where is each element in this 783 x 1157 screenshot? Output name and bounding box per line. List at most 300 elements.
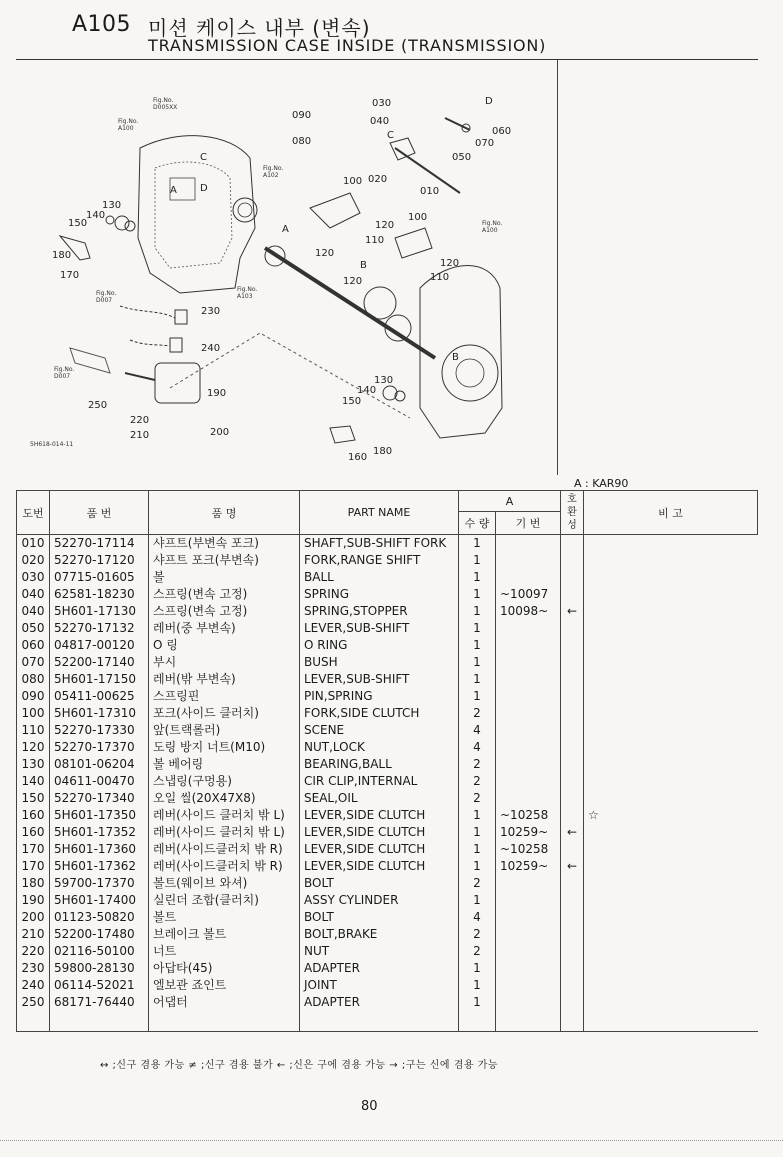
- compatibility-mark: [561, 892, 584, 909]
- part-name-ko: 실린더 조합(클러치): [149, 892, 300, 909]
- svg-text:150: 150: [342, 396, 362, 407]
- figure-divider: [557, 60, 558, 475]
- part-number: 04611-00470: [50, 773, 149, 790]
- serial-range: [496, 892, 561, 909]
- compatibility-mark: [561, 756, 584, 773]
- part-no-ref: 050: [17, 620, 50, 637]
- remarks: [584, 671, 758, 688]
- compatibility-mark: [561, 977, 584, 994]
- part-name-en: SPRING,STOPPER: [300, 603, 459, 620]
- compatibility-mark: [561, 654, 584, 671]
- part-no-ref: 130: [17, 756, 50, 773]
- quantity: 1: [459, 892, 496, 909]
- remarks: [584, 756, 758, 773]
- table-row: [17, 892, 758, 909]
- header-name-en: PART NAME: [300, 491, 459, 535]
- svg-text:090: 090: [292, 110, 312, 121]
- svg-text:C: C: [387, 130, 394, 141]
- part-name-en: SCENE: [300, 722, 459, 739]
- part-number: 62581-18230: [50, 586, 149, 603]
- bottom-edge: [0, 1140, 783, 1141]
- remarks: [584, 892, 758, 909]
- svg-text:A100: A100: [118, 125, 134, 132]
- serial-range: [496, 739, 561, 756]
- quantity: 2: [459, 773, 496, 790]
- part-no-ref: 010: [17, 535, 50, 553]
- remarks: [584, 790, 758, 807]
- table-row: [17, 722, 758, 739]
- table-row: [17, 824, 758, 841]
- part-name-en: BUSH: [300, 654, 459, 671]
- svg-text:080: 080: [292, 136, 312, 147]
- serial-range: [496, 620, 561, 637]
- compatibility-mark: [561, 926, 584, 943]
- part-number: 5H601-17310: [50, 705, 149, 722]
- remarks: [584, 739, 758, 756]
- page-number: 80: [361, 1099, 378, 1114]
- part-name-ko: 포크(사이드 클러치): [149, 705, 300, 722]
- part-number: 5H601-17400: [50, 892, 149, 909]
- part-name-en: LEVER,SUB-SHIFT: [300, 620, 459, 637]
- compatibility-mark: [561, 552, 584, 569]
- svg-text:Fig.No.: Fig.No.: [237, 286, 258, 293]
- svg-text:Fig.No.: Fig.No.: [263, 165, 284, 172]
- svg-text:020: 020: [368, 174, 388, 185]
- table-row: [17, 688, 758, 705]
- empty-cell: [561, 1011, 584, 1032]
- part-name-en: JOINT: [300, 977, 459, 994]
- remarks: [584, 569, 758, 586]
- part-name-ko: 샤프트(부변속 포크): [149, 535, 300, 553]
- svg-text:120: 120: [343, 276, 363, 287]
- part-name-en: BOLT: [300, 875, 459, 892]
- serial-range: [496, 756, 561, 773]
- part-number: 59800-28130: [50, 960, 149, 977]
- svg-text:070: 070: [475, 138, 495, 149]
- quantity: 1: [459, 824, 496, 841]
- quantity: 1: [459, 603, 496, 620]
- compatibility-mark: [561, 671, 584, 688]
- part-number: 52200-17140: [50, 654, 149, 671]
- quantity: 1: [459, 977, 496, 994]
- empty-cell: [496, 1011, 561, 1032]
- part-name-en: BALL: [300, 569, 459, 586]
- table-row: [17, 926, 758, 943]
- svg-text:D007: D007: [54, 373, 71, 380]
- svg-text:220: 220: [130, 415, 150, 426]
- compatibility-mark: [561, 569, 584, 586]
- remarks: [584, 994, 758, 1011]
- serial-range: [496, 773, 561, 790]
- part-name-en: SHAFT,SUB-SHIFT FORK: [300, 535, 459, 553]
- remarks: [584, 535, 758, 553]
- serial-range: 10098~: [496, 603, 561, 620]
- compatibility-mark: ←: [561, 858, 584, 875]
- part-name-ko: 스프링(변속 고정): [149, 586, 300, 603]
- table-row: [17, 603, 758, 620]
- quantity: 1: [459, 535, 496, 553]
- remarks: [584, 637, 758, 654]
- serial-range: ~10258: [496, 841, 561, 858]
- svg-text:A: A: [170, 185, 177, 196]
- part-name-ko: O 링: [149, 637, 300, 654]
- part-name-ko: 볼: [149, 569, 300, 586]
- compatibility-mark: [561, 841, 584, 858]
- compatibility-mark: [561, 535, 584, 553]
- svg-text:050: 050: [452, 152, 472, 163]
- header-replace: 호 환 성: [561, 491, 584, 535]
- part-name-ko: 너트: [149, 943, 300, 960]
- svg-text:200: 200: [210, 427, 230, 438]
- svg-text:D005XX: D005XX: [153, 104, 178, 111]
- part-number: 05411-00625: [50, 688, 149, 705]
- part-name-en: CIR CLIP,INTERNAL: [300, 773, 459, 790]
- part-number: 06114-52021: [50, 977, 149, 994]
- table-row: [17, 756, 758, 773]
- compatibility-mark: ←: [561, 603, 584, 620]
- svg-text:Fig.No.: Fig.No.: [482, 220, 503, 227]
- header-remarks: 비 고: [584, 491, 758, 535]
- compatibility-mark: [561, 586, 584, 603]
- compatibility-mark: [561, 688, 584, 705]
- svg-text:B: B: [360, 260, 367, 271]
- part-name-ko: 볼트: [149, 909, 300, 926]
- svg-text:030: 030: [372, 98, 392, 109]
- svg-text:Fig.No.: Fig.No.: [54, 366, 75, 373]
- part-name-en: SPRING: [300, 586, 459, 603]
- quantity: 2: [459, 943, 496, 960]
- serial-range: [496, 637, 561, 654]
- svg-text:040: 040: [370, 116, 390, 127]
- quantity: 1: [459, 858, 496, 875]
- part-name-en: LEVER,SIDE CLUTCH: [300, 807, 459, 824]
- quantity: 4: [459, 909, 496, 926]
- remarks: [584, 909, 758, 926]
- part-no-ref: 030: [17, 569, 50, 586]
- part-no-ref: 170: [17, 858, 50, 875]
- part-no-ref: 170: [17, 841, 50, 858]
- compatibility-mark: [561, 875, 584, 892]
- serial-range: [496, 569, 561, 586]
- part-name-en: LEVER,SIDE CLUTCH: [300, 841, 459, 858]
- part-name-ko: 볼 베어링: [149, 756, 300, 773]
- svg-text:130: 130: [374, 375, 394, 386]
- part-no-ref: 200: [17, 909, 50, 926]
- table-row: [17, 858, 758, 875]
- compatibility-legend: ↔ ;신구 겸용 가능 ≠ ;신구 겸용 불가 ← ;신은 구에 겸용 가능 → ;구는 신에 겸용 가능: [100, 1060, 499, 1071]
- part-number: 5H601-17352: [50, 824, 149, 841]
- svg-text:120: 120: [375, 220, 395, 231]
- compatibility-mark: [561, 773, 584, 790]
- svg-text:110: 110: [430, 272, 450, 283]
- part-name-en: ADAPTER: [300, 994, 459, 1011]
- part-no-ref: 120: [17, 739, 50, 756]
- part-no-ref: 080: [17, 671, 50, 688]
- header-rule: [16, 59, 758, 60]
- table-row: [17, 620, 758, 637]
- remarks: [584, 824, 758, 841]
- part-name-en: PIN,SPRING: [300, 688, 459, 705]
- parts-table-body: [17, 535, 758, 1032]
- table-row: [17, 841, 758, 858]
- table-row: [17, 654, 758, 671]
- part-name-ko: 스냅링(구멍용): [149, 773, 300, 790]
- quantity: 1: [459, 569, 496, 586]
- compatibility-mark: [561, 943, 584, 960]
- part-no-ref: 090: [17, 688, 50, 705]
- table-row: [17, 671, 758, 688]
- svg-text:C: C: [200, 152, 207, 163]
- svg-text:140: 140: [86, 210, 106, 221]
- part-no-ref: 210: [17, 926, 50, 943]
- table-row: [17, 977, 758, 994]
- serial-range: [496, 960, 561, 977]
- table-row: [17, 807, 758, 824]
- svg-text:Fig.No.: Fig.No.: [118, 118, 139, 125]
- svg-text:010: 010: [420, 186, 440, 197]
- empty-cell: [50, 1011, 149, 1032]
- part-name-en: LEVER,SIDE CLUTCH: [300, 824, 459, 841]
- table-row: [17, 739, 758, 756]
- part-name-en: LEVER,SIDE CLUTCH: [300, 858, 459, 875]
- quantity: 2: [459, 756, 496, 773]
- part-no-ref: 140: [17, 773, 50, 790]
- remarks: [584, 926, 758, 943]
- serial-range: ~10258: [496, 807, 561, 824]
- part-name-en: NUT: [300, 943, 459, 960]
- part-number: 68171-76440: [50, 994, 149, 1011]
- svg-text:210: 210: [130, 430, 150, 441]
- svg-text:180: 180: [373, 446, 393, 457]
- serial-range: [496, 875, 561, 892]
- exploded-parts-diagram: [30, 88, 550, 468]
- table-row: [17, 535, 758, 553]
- part-number: 5H601-17360: [50, 841, 149, 858]
- svg-text:100: 100: [408, 212, 428, 223]
- svg-text:060: 060: [492, 126, 512, 137]
- serial-range: [496, 705, 561, 722]
- part-name-en: LEVER,SUB-SHIFT: [300, 671, 459, 688]
- svg-text:D007: D007: [96, 297, 113, 304]
- part-name-en: O RING: [300, 637, 459, 654]
- part-no-ref: 040: [17, 603, 50, 620]
- title-korean: 미션 케이스 내부 (변속): [148, 16, 371, 40]
- svg-text:140: 140: [357, 385, 377, 396]
- quantity: 1: [459, 807, 496, 824]
- quantity: 1: [459, 654, 496, 671]
- part-number: 52270-17132: [50, 620, 149, 637]
- svg-text:Fig.No.: Fig.No.: [153, 97, 174, 104]
- svg-text:A100: A100: [482, 227, 498, 234]
- serial-range: [496, 994, 561, 1011]
- remarks: [584, 858, 758, 875]
- remarks: [584, 773, 758, 790]
- empty-cell: [149, 1011, 300, 1032]
- remarks: [584, 875, 758, 892]
- title-english: TRANSMISSION CASE INSIDE (TRANSMISSION): [148, 36, 547, 55]
- part-no-ref: 250: [17, 994, 50, 1011]
- svg-text:120: 120: [440, 258, 460, 269]
- svg-text:240: 240: [201, 343, 221, 354]
- part-no-ref: 070: [17, 654, 50, 671]
- part-no-ref: 240: [17, 977, 50, 994]
- remarks: [584, 960, 758, 977]
- compatibility-mark: [561, 994, 584, 1011]
- svg-text:230: 230: [201, 306, 221, 317]
- part-number: 52270-17114: [50, 535, 149, 553]
- part-number: 52270-17370: [50, 739, 149, 756]
- compatibility-mark: [561, 790, 584, 807]
- table-filler-row: [17, 1011, 758, 1032]
- part-name-ko: 볼트(웨이브 와셔): [149, 875, 300, 892]
- section-code: A105: [72, 12, 132, 37]
- part-number: 52270-17340: [50, 790, 149, 807]
- part-name-en: BEARING,BALL: [300, 756, 459, 773]
- part-no-ref: 110: [17, 722, 50, 739]
- serial-range: [496, 552, 561, 569]
- part-name-ko: 부시: [149, 654, 300, 671]
- svg-text:180: 180: [52, 250, 72, 261]
- table-row: [17, 773, 758, 790]
- table-row: [17, 705, 758, 722]
- remarks: [584, 552, 758, 569]
- part-name-ko: 레버(밖 부변속): [149, 671, 300, 688]
- part-number: 5H601-17130: [50, 603, 149, 620]
- serial-range: [496, 909, 561, 926]
- quantity: 1: [459, 841, 496, 858]
- part-no-ref: 060: [17, 637, 50, 654]
- part-name-ko: 레버(사이드 클러치 밖 L): [149, 824, 300, 841]
- part-name-ko: 레버(사이드 클러치 밖 L): [149, 807, 300, 824]
- quantity: 2: [459, 790, 496, 807]
- compatibility-mark: [561, 739, 584, 756]
- svg-text:B: B: [452, 352, 459, 363]
- empty-cell: [300, 1011, 459, 1032]
- part-number: 59700-17370: [50, 875, 149, 892]
- model-legend: A : KAR90: [574, 477, 629, 490]
- header-no: 도번: [17, 491, 50, 535]
- part-number: 52270-17330: [50, 722, 149, 739]
- quantity: 1: [459, 552, 496, 569]
- header-serial: 기 번: [496, 512, 561, 535]
- header-part-no: 품 번: [50, 491, 149, 535]
- compatibility-mark: ←: [561, 824, 584, 841]
- part-name-ko: 레버(중 부변속): [149, 620, 300, 637]
- table-row: [17, 943, 758, 960]
- svg-text:150: 150: [68, 218, 88, 229]
- compatibility-mark: [561, 620, 584, 637]
- svg-text:D: D: [485, 96, 493, 107]
- part-no-ref: 040: [17, 586, 50, 603]
- part-number: 52270-17120: [50, 552, 149, 569]
- svg-text:A102: A102: [263, 172, 279, 179]
- part-number: 02116-50100: [50, 943, 149, 960]
- serial-range: [496, 926, 561, 943]
- remarks: [584, 654, 758, 671]
- remarks: [584, 688, 758, 705]
- serial-range: [496, 671, 561, 688]
- part-number: 07715-01605: [50, 569, 149, 586]
- svg-text:130: 130: [102, 200, 122, 211]
- remarks: [584, 722, 758, 739]
- part-name-en: BOLT,BRAKE: [300, 926, 459, 943]
- header-qty: 수 량: [459, 512, 496, 535]
- part-name-en: FORK,RANGE SHIFT: [300, 552, 459, 569]
- quantity: 1: [459, 960, 496, 977]
- part-no-ref: 220: [17, 943, 50, 960]
- part-no-ref: 190: [17, 892, 50, 909]
- part-name-en: ADAPTER: [300, 960, 459, 977]
- empty-cell: [459, 1011, 496, 1032]
- remarks: [584, 705, 758, 722]
- part-no-ref: 160: [17, 807, 50, 824]
- serial-range: [496, 688, 561, 705]
- quantity: 2: [459, 875, 496, 892]
- part-no-ref: 020: [17, 552, 50, 569]
- svg-text:A103: A103: [237, 293, 253, 300]
- serial-range: [496, 654, 561, 671]
- part-name-ko: 스프링(변속 고정): [149, 603, 300, 620]
- header-name-ko: 품 명: [149, 491, 300, 535]
- empty-cell: [584, 1011, 758, 1032]
- part-name-ko: 브레이크 볼트: [149, 926, 300, 943]
- part-name-ko: 레버(사이드클러치 밖 R): [149, 858, 300, 875]
- svg-text:100: 100: [343, 176, 363, 187]
- part-number: 5H601-17150: [50, 671, 149, 688]
- part-name-en: SEAL,OIL: [300, 790, 459, 807]
- table-row: [17, 552, 758, 569]
- table-row: [17, 586, 758, 603]
- part-name-en: FORK,SIDE CLUTCH: [300, 705, 459, 722]
- serial-range: [496, 943, 561, 960]
- table-row: [17, 875, 758, 892]
- svg-text:110: 110: [365, 235, 385, 246]
- part-name-ko: 샤프트 포크(부변속): [149, 552, 300, 569]
- table-row: [17, 569, 758, 586]
- quantity: 4: [459, 722, 496, 739]
- table-row: [17, 960, 758, 977]
- remarks: [584, 977, 758, 994]
- serial-range: [496, 790, 561, 807]
- compatibility-mark: [561, 637, 584, 654]
- part-number: 08101-06204: [50, 756, 149, 773]
- part-name-ko: 앞(트랙롤러): [149, 722, 300, 739]
- svg-text:160: 160: [348, 452, 368, 463]
- table-row: [17, 637, 758, 654]
- remarks: [584, 586, 758, 603]
- remarks: [584, 841, 758, 858]
- part-name-en: ASSY CYLINDER: [300, 892, 459, 909]
- part-number: 01123-50820: [50, 909, 149, 926]
- part-name-ko: 어댑터: [149, 994, 300, 1011]
- part-no-ref: 180: [17, 875, 50, 892]
- serial-range: ~10097: [496, 586, 561, 603]
- header-group-a: A: [459, 491, 561, 512]
- remarks: [584, 943, 758, 960]
- table-row: [17, 994, 758, 1011]
- serial-range: [496, 722, 561, 739]
- part-name-ko: 도링 방지 너트(M10): [149, 739, 300, 756]
- part-name-ko: 아답타(45): [149, 960, 300, 977]
- svg-text:5H618-014-11: 5H618-014-11: [30, 441, 74, 448]
- svg-text:D: D: [200, 183, 208, 194]
- part-name-ko: 엘보관 죠인트: [149, 977, 300, 994]
- svg-text:170: 170: [60, 270, 80, 281]
- svg-text:120: 120: [315, 248, 335, 259]
- part-number: 5H601-17350: [50, 807, 149, 824]
- part-number: 04817-00120: [50, 637, 149, 654]
- table-row: [17, 790, 758, 807]
